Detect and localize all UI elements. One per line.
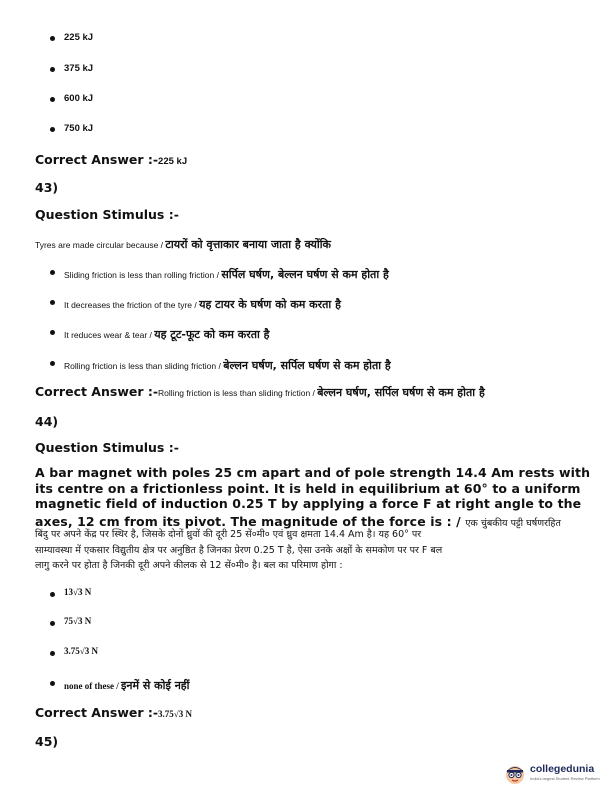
correct-answer-hi: बेल्लन घर्षण, सर्पिल घर्षण से कम होता है bbox=[317, 386, 485, 399]
correct-answer-value: 3.75√3 N bbox=[158, 709, 192, 719]
collegedunia-logo bbox=[503, 762, 603, 786]
option-text: 13√3 N bbox=[64, 587, 92, 597]
option-hi: यह टूट-फूट को कम करता है bbox=[154, 328, 270, 341]
option-text bbox=[64, 293, 341, 312]
bullet bbox=[50, 621, 55, 626]
option-text: 750 kJ bbox=[64, 123, 94, 134]
bullet bbox=[50, 36, 55, 41]
bullet bbox=[50, 67, 55, 72]
option-en: It decreases the friction of the tyre / bbox=[64, 300, 200, 310]
option-text: 600 kJ bbox=[64, 93, 94, 104]
option-text bbox=[64, 354, 391, 373]
stimulus-hi-line: बिंदु पर अपने केंद्र पर स्थिर है, जिसके दोनों ध्रुवों की दूरी 25 सें०मी० एवं ध्रुव क्षमता 14.4 Am है। यह 60° पर bbox=[35, 529, 422, 540]
question-stimulus bbox=[35, 233, 331, 252]
logo-subtitle: India's largest Student Review Platform bbox=[530, 776, 600, 781]
option-text: 225 kJ bbox=[64, 32, 94, 43]
bullet bbox=[50, 681, 55, 686]
bullet bbox=[50, 330, 55, 335]
bullet bbox=[50, 270, 55, 275]
question-number: 44) bbox=[35, 414, 59, 429]
option-text bbox=[64, 263, 389, 282]
logo-text: collegedunia bbox=[530, 763, 595, 775]
correct-answer-label: Correct Answer :- bbox=[35, 705, 159, 720]
bullet bbox=[50, 97, 55, 102]
correct-answer-label: Correct Answer :- bbox=[35, 152, 159, 167]
option-en: Rolling friction is less than sliding friction / bbox=[64, 361, 224, 371]
option-hi: इनमें से कोई नहीं bbox=[121, 679, 190, 692]
stimulus-label: Question Stimulus :- bbox=[35, 207, 179, 222]
option-en: none of these / bbox=[64, 681, 121, 691]
option-hi: बेल्लन घर्षण, सर्पिल घर्षण से कम होता है bbox=[223, 359, 391, 372]
correct-answer bbox=[35, 149, 187, 168]
stimulus-hi-line: साम्यावस्था में एकसार विद्युतीय क्षेत्र पर अनुष्ठित है जिनका प्रेरण 0.25 T है, ऐसा उनके अक्षों के समकोण पर पर F बल bbox=[35, 545, 443, 556]
question-number: 45) bbox=[35, 734, 59, 749]
bullet bbox=[50, 361, 55, 366]
option-text: 75√3 N bbox=[64, 616, 92, 626]
correct-answer bbox=[35, 702, 192, 721]
option-text bbox=[64, 674, 190, 693]
option-hi: सर्पिल घर्षण, बेल्लन घर्षण से कम होता है bbox=[221, 268, 389, 281]
stimulus-hi-line: लागु करने पर होता है जिनकी दूरी अपने कीलक से 12 सें०मी० है। बल का परिमाण होगा : bbox=[35, 560, 343, 571]
correct-answer-en: Rolling friction is less than sliding friction / bbox=[158, 388, 318, 398]
stimulus-en-line: its centre on a frictionless point. It is held in equilibrium at 60° to a uniform bbox=[35, 481, 581, 496]
bullet bbox=[50, 651, 55, 656]
option-text: 375 kJ bbox=[64, 63, 94, 74]
correct-answer-label: Correct Answer :- bbox=[35, 384, 159, 399]
stimulus-label: Question Stimulus :- bbox=[35, 440, 179, 455]
stimulus-en: Tyres are made circular because / bbox=[35, 240, 166, 250]
stimulus-hi: टायरों को वृत्ताकार बनाया जाता है क्योंकि bbox=[165, 238, 331, 251]
bullet bbox=[50, 300, 55, 305]
stimulus-hi-tail: एक चुंबकीय पट्टी घर्षणरहित bbox=[465, 518, 561, 529]
option-en: It reduces wear & tear / bbox=[64, 330, 155, 340]
stimulus-en-line: magnetic field of induction 0.25 T by applying a force F at right angle to the bbox=[35, 496, 582, 511]
bullet bbox=[50, 127, 55, 132]
option-hi: यह टायर के घर्षण को कम करता है bbox=[199, 298, 341, 311]
correct-answer bbox=[35, 381, 485, 400]
option-en: Sliding friction is less than rolling friction / bbox=[64, 270, 222, 280]
option-text bbox=[64, 323, 270, 342]
question-number: 43) bbox=[35, 180, 59, 195]
mascot-icon bbox=[503, 762, 527, 786]
stimulus-en-line: axes, 12 cm from its pivot. The magnitude of the force is : / bbox=[35, 514, 466, 529]
bullet bbox=[50, 592, 55, 597]
stimulus-en-line: A bar magnet with poles 25 cm apart and of pole strength 14.4 Am rests with bbox=[35, 465, 591, 480]
option-text: 3.75√3 N bbox=[64, 646, 98, 656]
correct-answer-value: 225 kJ bbox=[158, 156, 188, 167]
